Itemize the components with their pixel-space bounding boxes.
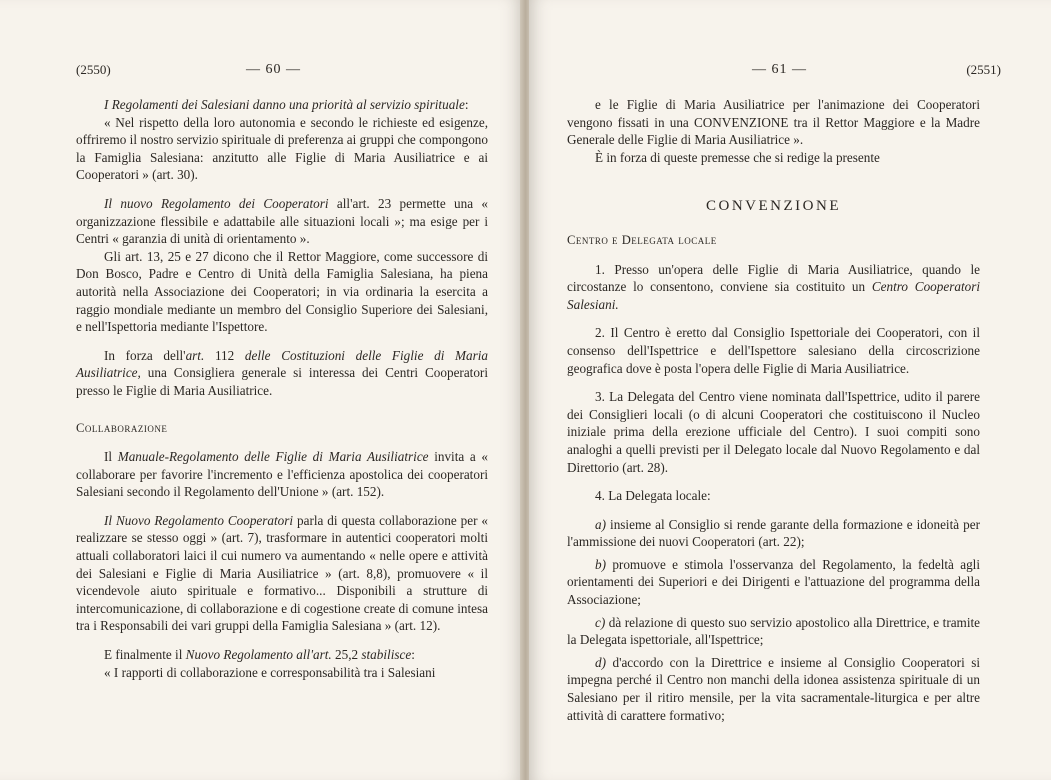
paragraph: I Regolamenti dei Salesiani danno una priorità al servizio spirituale: — [104, 97, 469, 112]
paragraph: 2. Il Centro è eretto dal Consiglio Ispettoriale dei Cooperatori, con il consenso dell'Ispettrice e dell'Ispettore salesiano della circoscrizione geografica dove è posta l'opera delle Figlie di Maria Ausiliatrice. — [567, 325, 980, 376]
paragraph: In forza dell'art. 112 delle Costituzioni delle Figlie di Maria Ausiliatrice, una Consigliera generale si interessa dei Centri Cooperatori presso le Figlie di Maria Ausiliatrice. — [76, 347, 488, 398]
list-item: c) dà relazione di questo suo servizio apostolico alla Direttrice, e tramite la Delegata ispettoriale, all'Ispettrice; — [567, 614, 980, 648]
paragraph: È in forza di queste premesse che si redige la presente — [595, 149, 880, 165]
paragraph: Il nuovo Regolamento dei Cooperatori all'art. 23 permette una « organizzazione flessibile e adattabile alle situazioni locali »; ma esige per i Centri « garanzia di unità di orientamento ». — [76, 195, 488, 247]
left-page-code: (2550) — [76, 62, 111, 77]
paragraph: « I rapporti di collaborazione e corresponsabilità tra i Salesiani — [104, 664, 436, 680]
paragraph: E finalmente il Nuovo Regolamento all'art. 25,2 stabilisce: — [104, 647, 415, 663]
paragraph: 1. Presso un'opera delle Figlie di Maria Ausiliatrice, quando le circostanze lo consentono, conviene sia costituito un Centro Cooperatori Salesiani. — [567, 261, 981, 312]
paragraph: 3. La Delegata del Centro viene nominata dall'Ispettrice, udito il parere dei Consiglieri locali (o di alcuni Cooperatori che costituiscono il Nucleo iniziale prima della erezione ufficiale del Centro). I suoi compiti sono analoghi a quelli previsti per il Delegato locale dal Nuovo Regolamento e dal Direttorio (art. 28). — [567, 389, 980, 475]
left-page-body — [76, 60, 488, 681]
convention-title: CONVENZIONE — [706, 198, 841, 215]
paragraph: 4. La Delegata locale: — [595, 488, 711, 504]
left-page — [0, 0, 522, 780]
paragraph: Il Nuovo Regolamento Cooperatori parla di questa collaborazione per « realizzare se stesso oggi » (art. 7), trasformare in autentici cooperatori molti attuali collaboratori laici il cui numero va aumentando « nelle opere e attività dei Salesiani e Figlie di Maria Ausiliatrice » (art. 8,8), promuovere « il vicendevole aiuto spirituale e formativo... Disponibili a strutture di intercomunicazione, di collaborazione e di cogestione create di comune intesa tra i Responsabili dei vari gruppi della Famiglia Salesiana » (art. 12). — [76, 512, 489, 634]
paragraph: Il Manuale-Regolamento delle Figlie di Maria Ausiliatrice invita a « collaborare per favorire l'incremento e l'efficienza apostolica dei cooperatori Salesiani secondo il Regolamento dell'Unione » (art. 152). — [76, 449, 488, 500]
right-page — [529, 0, 1051, 780]
left-page-header — [76, 60, 488, 82]
paragraph: « Nel rispetto della loro autonomia e secondo le richieste ed esigenze, offriremo il nostro servizio spirituale di preferenza ai gruppi che compongono la Famiglia Salesiana: anzitutto alle Figlie di Maria Ausiliatrice e ai Cooperatori » (art. 30). — [76, 114, 488, 183]
section-heading-collaborazione: Collaborazione — [76, 420, 168, 435]
list-item: a) insieme al Consiglio si rende garante della formazione e idoneità per l'ammissione dei nuovi Cooperatori (art. 22); — [567, 516, 980, 550]
paragraph: Gli art. 13, 25 e 27 dicono che il Rettor Maggiore, come successore di Don Bosco, Padre e Centro di Unità della Famiglia Salesiana, ha piena autorità nella Associazione dei Cooperatori; in via ordinaria la esercita a raggio mondiale mediante un membro del Consiglio Superiore dei Salesiani, e nell'Ispettoria mediante l'Ispettore. — [76, 248, 488, 335]
list-item: d) d'accordo con la Direttrice e insieme al Consiglio Cooperatori si impegna perché il Centro non manchi della idonea assistenza spirituale di un Salesiano per il ritiro mensile, per la vita sacramentale-liturgica e per altre attività di carattere formativo; — [567, 654, 980, 723]
right-page-body — [567, 60, 1001, 724]
right-page-header — [567, 60, 1001, 82]
left-page-number: — 60 — — [246, 62, 301, 77]
list-item: b) promuove e stimola l'osservanza del Regolamento, la fedeltà agli orientamenti dei Superiori e dei Dirigenti e l'attuazione del programma della Associazione; — [567, 556, 980, 608]
paragraph: e le Figlie di Maria Ausiliatrice per l'animazione dei Cooperatori vengono fissati in una CONVENZIONE tra il Rettor Maggiore e la Madre Generale delle Figlie di Maria Ausiliatrice ». — [567, 97, 980, 148]
right-page-code: (2551) — [966, 62, 1001, 77]
right-page-number: — 61 — — [752, 62, 807, 77]
section-heading-centro: Centro e Delegata locale — [567, 232, 717, 247]
